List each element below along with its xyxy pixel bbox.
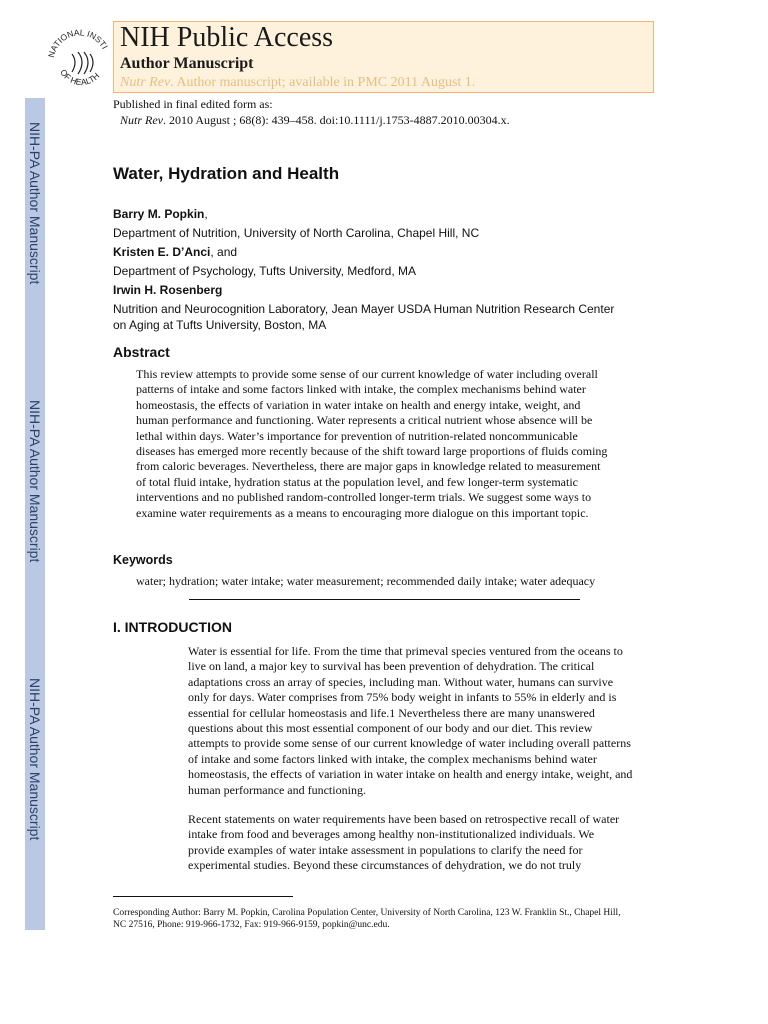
keywords-heading: Keywords bbox=[113, 553, 173, 567]
abstract-line: examine water requirements as a means to encouraging more dialogue on this important topic. bbox=[136, 505, 589, 520]
keywords-text: water; hydration; water intake; water measurement; recommended daily intake; water adequacy bbox=[136, 574, 596, 588]
abstract-heading: Abstract bbox=[113, 344, 170, 360]
body-line: Water is essential for life. From the time that primeval species ventured from the oceans to bbox=[188, 644, 623, 658]
abstract-line: patterns of intake and some factors linked with intake, the complex mechanisms behind water bbox=[136, 382, 586, 397]
body-line: human performance and functioning. bbox=[188, 782, 366, 797]
author-block-3 bbox=[113, 281, 614, 332]
author-suffix: , bbox=[204, 207, 208, 221]
author-affiliation: Department of Psychology, Tufts University, Medford, MA bbox=[113, 264, 416, 278]
logo-bottom-text: OF HEALTH bbox=[58, 67, 102, 88]
keywords-divider bbox=[189, 599, 580, 600]
sidebar-label-3: NIH-PA Author Manuscript bbox=[27, 677, 43, 841]
abstract-line: of total fluid intake, hydration status at the population level, and few longer-term systematic bbox=[136, 474, 578, 489]
abstract-line: diseases has emerged more recently because of the shift toward large proportions of fluids coming bbox=[136, 444, 608, 459]
body-line: provide examples of water intake assessment in populations to clarify the need for bbox=[188, 842, 583, 857]
author-suffix: , and bbox=[210, 245, 238, 259]
nih-header-banner bbox=[113, 21, 654, 93]
nih-logo bbox=[42, 12, 112, 96]
author-affiliation-line: Nutrition and Neurocognition Laboratory, Jean Mayer USDA Human Nutrition Research Center bbox=[113, 302, 615, 316]
nih-seal-icon bbox=[42, 12, 112, 96]
introduction-paragraph-1 bbox=[188, 644, 632, 798]
body-line: questions about this most essential component of our body and our diet. This review bbox=[188, 721, 593, 736]
author-block-1 bbox=[113, 205, 479, 240]
author-name: Irwin H. Rosenberg bbox=[113, 283, 223, 297]
author-name: Kristen E. D’Anci bbox=[113, 245, 211, 259]
body-line: of intake and some factors linked with intake, the complex mechanisms behind water bbox=[188, 751, 597, 766]
citation-text: . 2010 August ; 68(8): 439–458. doi:10.1111/j.1753-4887.2010.00304.x. bbox=[163, 113, 510, 127]
header-availability bbox=[120, 75, 475, 91]
introduction-heading: I. INTRODUCTION bbox=[113, 619, 232, 635]
header-subtitle: Author Manuscript bbox=[120, 55, 254, 72]
abstract-line: human performance and functioning. Water represents a critical nutrient whose absence will be bbox=[136, 413, 593, 428]
abstract-line: lethal within days. Water’s importance for prevention of nutrition-related noncommunicable bbox=[136, 428, 578, 443]
introduction-paragraph-2 bbox=[188, 812, 619, 874]
article-title: Water, Hydration and Health bbox=[113, 164, 340, 183]
body-line: essential for cellular homeostasis and life.1 Nevertheless there are many unanswered bbox=[188, 705, 595, 720]
abstract-line: interventions and no published random-controlled longer-term trials. We suggest some ways to bbox=[136, 490, 592, 505]
header-title: NIH Public Access bbox=[120, 22, 334, 53]
nih-pa-sidebar bbox=[25, 98, 45, 930]
body-line: live on land, a major key to survival has been prevention of dehydration. The critical bbox=[188, 659, 595, 674]
header-availability-text: . Author manuscript; available in PMC 2011 August 1. bbox=[170, 75, 476, 90]
sidebar-label-1: NIH-PA Author Manuscript bbox=[27, 121, 43, 285]
svg-text:NATIONAL INSTITUTES bbox=[42, 12, 110, 59]
abstract-line: from caloric beverages. Nevertheless, there are major gaps in knowledge related to measurement bbox=[136, 459, 601, 474]
body-line: only for days. Water comprises from 75% body weight in infants to 55% in elderly and is bbox=[188, 690, 617, 705]
published-note: Published in final edited form as: bbox=[113, 97, 273, 111]
sidebar-label-2: NIH-PA Author Manuscript bbox=[27, 399, 43, 563]
header-journal: Nutr Rev bbox=[120, 75, 171, 90]
body-line: adaptations cross an array of species, including man. Without water, humans can survive bbox=[188, 674, 614, 689]
body-line: Recent statements on water requirements have been based on retrospective recall of water bbox=[188, 812, 620, 826]
author-affiliation-line: on Aging at Tufts University, Boston, MA bbox=[113, 318, 327, 332]
citation-journal: Nutr Rev bbox=[120, 113, 163, 127]
footnote bbox=[113, 907, 621, 931]
body-line: experimental studies. Beyond these circumstances of dehydration, we do not truly bbox=[188, 858, 582, 873]
abstract-body bbox=[136, 367, 607, 521]
author-block-2 bbox=[113, 243, 416, 278]
footnote-line: NC 27516, Phone: 919-966-1732, Fax: 919-966-9159, popkin@unc.edu. bbox=[113, 920, 390, 930]
footnote-divider bbox=[113, 896, 293, 897]
logo-top-text: NATIONAL INSTI bbox=[46, 27, 111, 59]
author-name: Barry M. Popkin bbox=[113, 207, 205, 221]
body-line: homeostasis, the effects of variation in water intake on health and energy intake, weight, and bbox=[188, 767, 633, 782]
footnote-line: Corresponding Author: Barry M. Popkin, Carolina Population Center, University of North Carolina, 123 W. Franklin St., Chapel Hill, bbox=[113, 908, 621, 918]
abstract-line: This review attempts to provide some sense of our current knowledge of water including overall bbox=[136, 367, 598, 381]
citation bbox=[120, 113, 510, 128]
body-line: attempts to provide some sense of our current knowledge of water including overall patterns bbox=[188, 736, 631, 751]
abstract-line: homeostasis, the effects of variation in water intake on health and energy intake, weight, and bbox=[136, 397, 581, 412]
body-line: intake from food and beverages among healthy non-institutionalized individuals. We bbox=[188, 827, 595, 842]
author-affiliation: Department of Nutrition, University of North Carolina, Chapel Hill, NC bbox=[113, 226, 480, 240]
